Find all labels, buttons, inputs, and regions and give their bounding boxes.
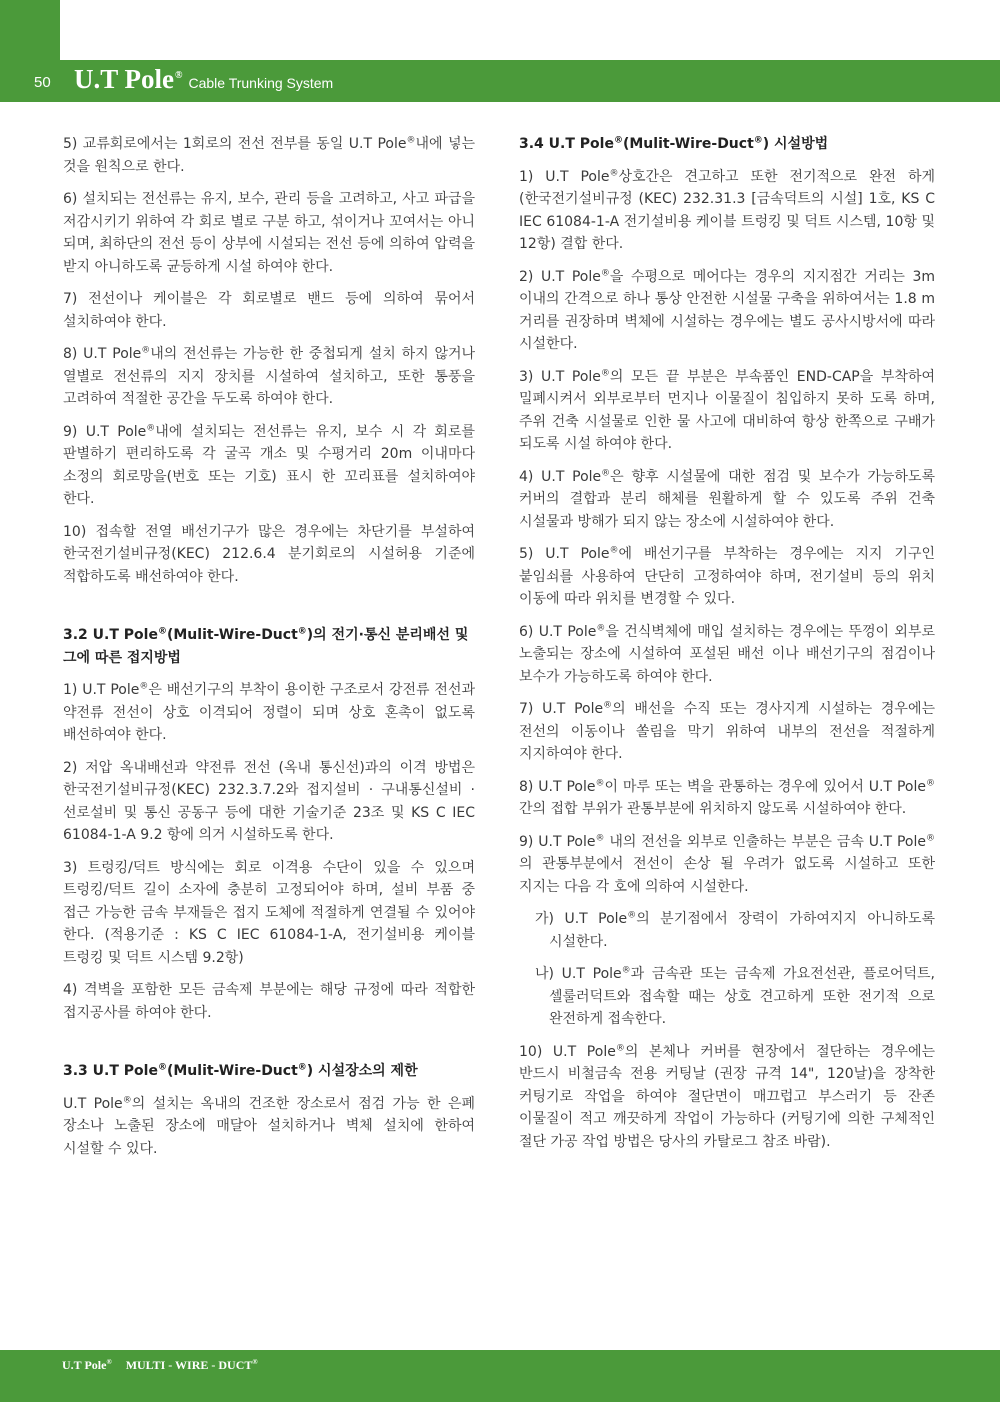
sub-paragraph: 가) U.T Pole®의 분기점에서 장력이 가하여지지 아니하도록 시설한다. <box>535 910 935 950</box>
footer-product-name: MULTI - WIRE - DUCT <box>125 1358 253 1372</box>
section-heading-3-4: 3.4 U.T Pole®(Mulit-Wire-Duct®) 시설방법 <box>519 135 829 152</box>
paragraph: 7) 전선이나 케이블은 각 회로별로 밴드 등에 의하여 묶어서 설치하여야 한다. <box>63 291 475 330</box>
paragraph: 9) U.T Pole® 내의 전선을 외부로 인출하는 부분은 금속 U.T Pole®의 관통부분에서 전선이 손상 될 우려가 없도록 시설하고 또한 지지는 다음 각 호에 의하여 시설한다. <box>519 832 935 895</box>
paragraph: 6) 설치되는 전선류는 유지, 보수, 관리 등을 고려하고, 사고 파급을 저감시키기 위하여 각 회로 별로 구분 하고, 섞이거나 꼬여서는 아니 되며, 최하단의 전선 등이 상부에 시설되는 전선 등에 의하여 압력을 받지 아니하도록 균등하게 시설 하여야 한다. <box>63 191 475 275</box>
footer-brand-mark: ® <box>106 1358 112 1366</box>
footer-brand <box>62 1358 258 1373</box>
paragraph: 5) U.T Pole®에 배선기구를 부착하는 경우에는 지지 기구인 붙임쇠를 사용하여 단단히 고정하여야 하며, 전기설비 등의 위치 이동에 따라 위치를 변경할 수 있다. <box>519 545 935 607</box>
section-heading-3-2: 3.2 U.T Pole®(Mulit-Wire-Duct®)의 전기·통신 분리배선 및 그에 따른 접지방법 <box>63 626 469 666</box>
page-number: 50 <box>34 74 51 91</box>
sub-paragraph: 나) U.T Pole®과 금속관 또는 금속제 가요전선관, 플로어덕트, 셀룰러덕트와 접속할 때는 상호 견고하게 또한 전기적 으로 완전하게 접속한다. <box>535 965 936 1027</box>
paragraph: 3) U.T Pole®의 모든 끝 부분은 부속품인 END-CAP을 부착하여 밀폐시켜서 외부로부터 먼지나 이물질이 침입하지 못하 도록 하며, 주위 건축 시설물로 인한 물 사고에 대비하여 항상 한쪽으로 구배가 되도록 시설 하여야 한다. <box>519 367 935 452</box>
paragraph: 4) U.T Pole®은 향후 시설물에 대한 점검 및 보수가 가능하도록 커버의 결합과 분리 해체를 원활하게 할 수 있도록 주위 건축 시설물과 방해가 되지 않는 장소에 시설하여야 한다. <box>519 467 936 530</box>
right-column <box>519 133 935 1163</box>
paragraph: 2) 저압 옥내배선과 약전류 전선 (옥내 통신선)과의 이격 방법은 한국전기설비규정(KEC) 232.3.7.2와 접지설비 · 구내통신설비 · 선로설비 및 통신 공동구 등에 대한 기술기준 23조 및 KS C IEC 61084-1-A 9.2 항에 의거 시설하도록 한다. <box>63 759 475 843</box>
paragraph: U.T Pole®의 설치는 옥내의 건조한 장소로서 점검 가능 한 은폐 장소나 노출된 장소에 매달아 설치하거나 벽체 설치에 한하여 시설할 수 있다. <box>63 1094 476 1157</box>
paragraph: 3) 트렁킹/덕트 방식에는 회로 이격용 수단이 있을 수 있으며 트렁킹/덕트 길이 소자에 충분히 고정되어야 하며, 설비 부품 중 접근 가능한 금속 부재들은 접지 도체에 적절하게 연결될 수 있어야 한다. (적용기준 : KS C IEC 61084-1-A, 전기설비용 케이블 트렁킹 및 덕트 시스템 9.2항) <box>63 859 475 966</box>
paragraph: 1) U.T Pole®상호간은 견고하고 또한 전기적으로 완전 하게 (한국전기설비규정 (KEC) 232.31.3 [금속덕트의 시설] 1호, KS C IEC 61084-1-A 전기설비용 케이블 트렁킹 및 덕트 시스템, 10항 및 12항) 결합 한다. <box>519 167 935 252</box>
paragraph: 4) 격벽을 포함한 모든 금속제 부분에는 해당 규정에 따라 적합한 접지공사를 하여야 한다. <box>63 982 475 1021</box>
paragraph: 10) 접속할 전열 배선기구가 많은 경우에는 차단기를 부설하여 한국전기설비규정(KEC) 212.6.4 분기회로의 시설허용 기준에 적합하도록 배선하여야 한다. <box>63 523 475 585</box>
paragraph: 9) U.T Pole®내에 설치되는 전선류는 유지, 보수 시 각 회로를 판별하기 편리하도록 각 굴곡 개소 및 수평거리 20m 이내마다 소정의 회로망을(번호 또는 기호) 표시 한 꼬리표를 설치하여야 한다. <box>63 422 476 507</box>
paragraph: 8) U.T Pole®내의 전선류는 가능한 한 중첩되게 설치 하지 않거나 열별로 전선류의 지지 장치를 시설하여 설치하고, 또한 통풍을 고려하여 적절한 공간을 두도록 하여야 한다. <box>63 345 476 407</box>
section-heading-3-3: 3.3 U.T Pole®(Mulit-Wire-Duct®) 시설장소의 제한 <box>63 1062 418 1079</box>
paragraph: 5) 교류회로에서는 1회로의 전선 전부를 동일 U.T Pole®내에 넣는 것을 원칙으로 한다. <box>63 135 475 175</box>
brand-tagline: Cable Trunking System <box>188 75 334 91</box>
paragraph: 8) U.T Pole®이 마루 또는 벽을 관통하는 경우에 있어서 U.T Pole®간의 접합 부위가 관통부분에 위치하지 않도록 시설하여야 한다. <box>519 777 935 817</box>
paragraph: 1) U.T Pole®은 배선기구의 부착이 용이한 구조로서 강전류 전선과 약전류 전선이 상호 이격되어 정렬이 되며 상호 혼촉이 없도록 배선하여야 한다. <box>63 681 475 743</box>
footer-product-mark: ® <box>252 1358 258 1366</box>
paragraph: 7) U.T Pole®의 배선을 수직 또는 경사지게 시설하는 경우에는 전선의 이동이나 쏠림을 막기 위하여 내부의 전선을 적절하게 지지하여야 한다. <box>519 700 936 762</box>
brand-registered-mark: ® <box>175 70 183 81</box>
brand-name: U.T Pole <box>74 64 174 94</box>
paragraph: 2) U.T Pole®을 수평으로 메어다는 경우의 지지점간 거리는 3m 이내의 간격으로 하나 통상 안전한 시설물 구축을 위하여서는 1.8 m 거리를 권장하며 벽체에 시설하는 경우에는 별도 공사시방서에 따라 시설한다. <box>519 267 936 352</box>
paragraph: 10) U.T Pole®의 본체나 커버를 현장에서 절단하는 경우에는 반드시 비철금속 전용 커팅날 (권장 규격 14", 120날)을 장착한 커팅기로 작업을 하여야 절단면이 매끄럽고 부스러기 등 잔존 이물질이 적고 깨끗하게 작업이 가능하다 (커팅기에 의한 구체적인 절단 가공 작업 방법은 당사의 카탈로그 참조 바람). <box>519 1042 935 1150</box>
footer-brand-name: U.T Pole <box>62 1358 107 1372</box>
header-brand <box>74 64 333 95</box>
left-column <box>63 133 475 1170</box>
paragraph: 6) U.T Pole®을 건식벽체에 매입 설치하는 경우에는 뚜껑이 외부로 노출되는 장소에 시설하여 포설된 배선 이나 배선기구의 점검이나 보수가 가능하도록 하여야 한다. <box>519 622 935 685</box>
